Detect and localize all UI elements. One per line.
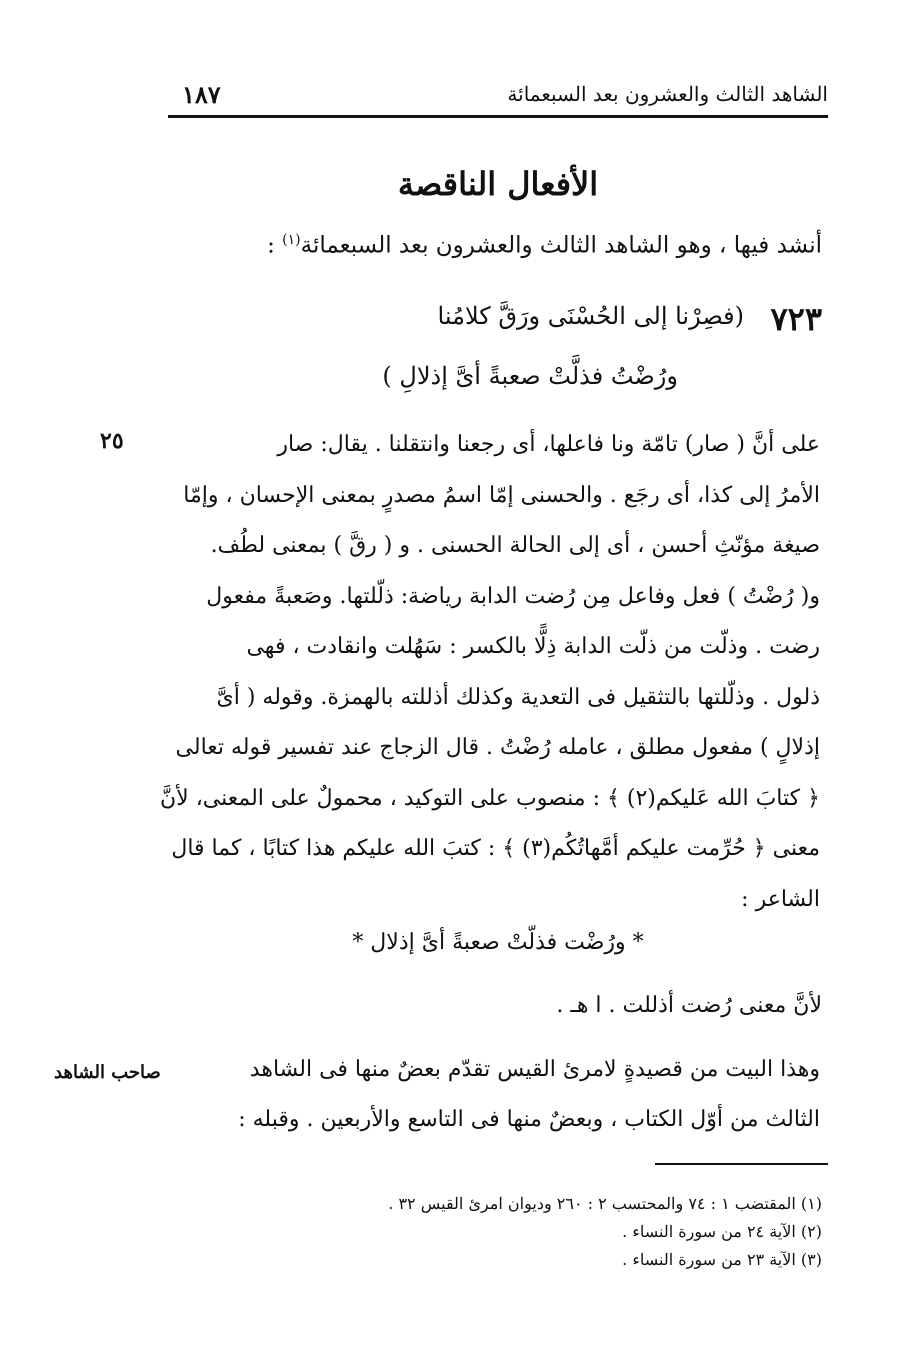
- commentary-line: ﴿ كتابَ الله عَليكم(٢) ﴾ : منصوب على التوكيد ، محمولٌ على المعنى، لأنَّ: [160, 785, 820, 811]
- closing-paragraph: [176, 1045, 820, 1145]
- verse-number: ٧٢٣: [770, 300, 822, 338]
- page-header: [168, 78, 828, 114]
- commentary-line: الشاعر :: [741, 886, 820, 912]
- page-number: ١٨٧: [182, 80, 221, 109]
- commentary-line: معنى ﴿ حُرِّمت عليكم أمَّهاتُكُم(٣) ﴾ : كتبَ الله عليكم هذا كتابًا ، كما قال: [171, 836, 820, 861]
- quoted-verse: * ورُضْت فذلّتْ صعبةً أىَّ إذلال *: [352, 930, 644, 955]
- commentary-line: و( رُضْتُ ) فعل وفاعل مِن رُضت الدابة رياضة: ذلّلتها. وصَعبةً مفعول: [206, 583, 820, 609]
- footnote-ref: (١): [282, 232, 301, 248]
- margin-note: صاحب الشاهد: [54, 1062, 161, 1083]
- footnotes: [162, 1190, 822, 1274]
- running-title: الشاهد الثالث والعشرون بعد السبعمائة: [507, 82, 828, 106]
- footnote-item: (١) المقتضب ١ : ٧٤ والمحتسب ٢ : ٢٦٠ وديوان امرئ القيس ٣٢ .: [388, 1194, 822, 1213]
- footnote-item: (٢) الآية ٢٤ من سورة النساء .: [622, 1222, 822, 1241]
- commentary-line: ذلول . وذلّلتها بالتثقيل فى التعدية وكذلك أذللته بالهمزة. وقوله ( أىَّ: [216, 684, 820, 710]
- closing-line: الثالث من أوّل الكتاب ، وبعضٌ منها فى التاسع والأربعين . وقبله :: [238, 1107, 820, 1132]
- header-rule: [168, 115, 828, 118]
- commentary-line: رضت . وذلّت من ذلّت الدابة ذِلًّا بالكسر : سَهُلت وانقادت ، فهى: [246, 634, 820, 659]
- footnote-rule: [655, 1163, 828, 1165]
- commentary: [160, 420, 820, 925]
- commentary-line: الأمرُ إلى كذا، أى رجَع . والحسنى إمّا اسمُ مصدرٍ بمعنى الإحسان ، وإمّا: [183, 482, 820, 508]
- closing-line: وهذا البيت من قصيدةٍ لامرئ القيس تقدّم بعضٌ منها فى الشاهد: [249, 1057, 820, 1082]
- chapter-title: الأفعال الناقصة: [397, 165, 599, 203]
- commentary-line: على أنَّ ( صار) تامّة ونا فاعلها، أى رجعنا وانتقلنا . يقال: صار: [277, 432, 820, 457]
- commentary-line: إذلالٍ ) مفعول مطلق ، عامله رُضْتُ . قال الزجاج عند تفسير قوله تعالى: [175, 735, 820, 760]
- margin-line-number: ٢٥: [100, 428, 124, 454]
- intro-text: أنشد فيها ، وهو الشاهد الثالث والعشرون بعد السبعمائة: [300, 232, 822, 259]
- commentary-line: صيغة مؤنّثِ أحسن ، أى إلى الحالة الحسنى . و ( رقَّ ) بمعنى لطُف.: [210, 533, 820, 558]
- meaning-line: لأنَّ معنى رُضت أذللت . ا هـ .: [556, 993, 822, 1018]
- footnote-item: (٣) الآية ٢٣ من سورة النساء .: [622, 1250, 822, 1269]
- verse-line-1: (فصِرْنا إلى الحُسْنَى ورَقَّ كلامُنا: [437, 302, 744, 330]
- verse-line-2: ورُضْتُ فذلَّتْ صعبةً أىَّ إذلالِ ): [382, 362, 678, 390]
- intro-line: [202, 232, 822, 259]
- intro-suffix: :: [267, 232, 283, 259]
